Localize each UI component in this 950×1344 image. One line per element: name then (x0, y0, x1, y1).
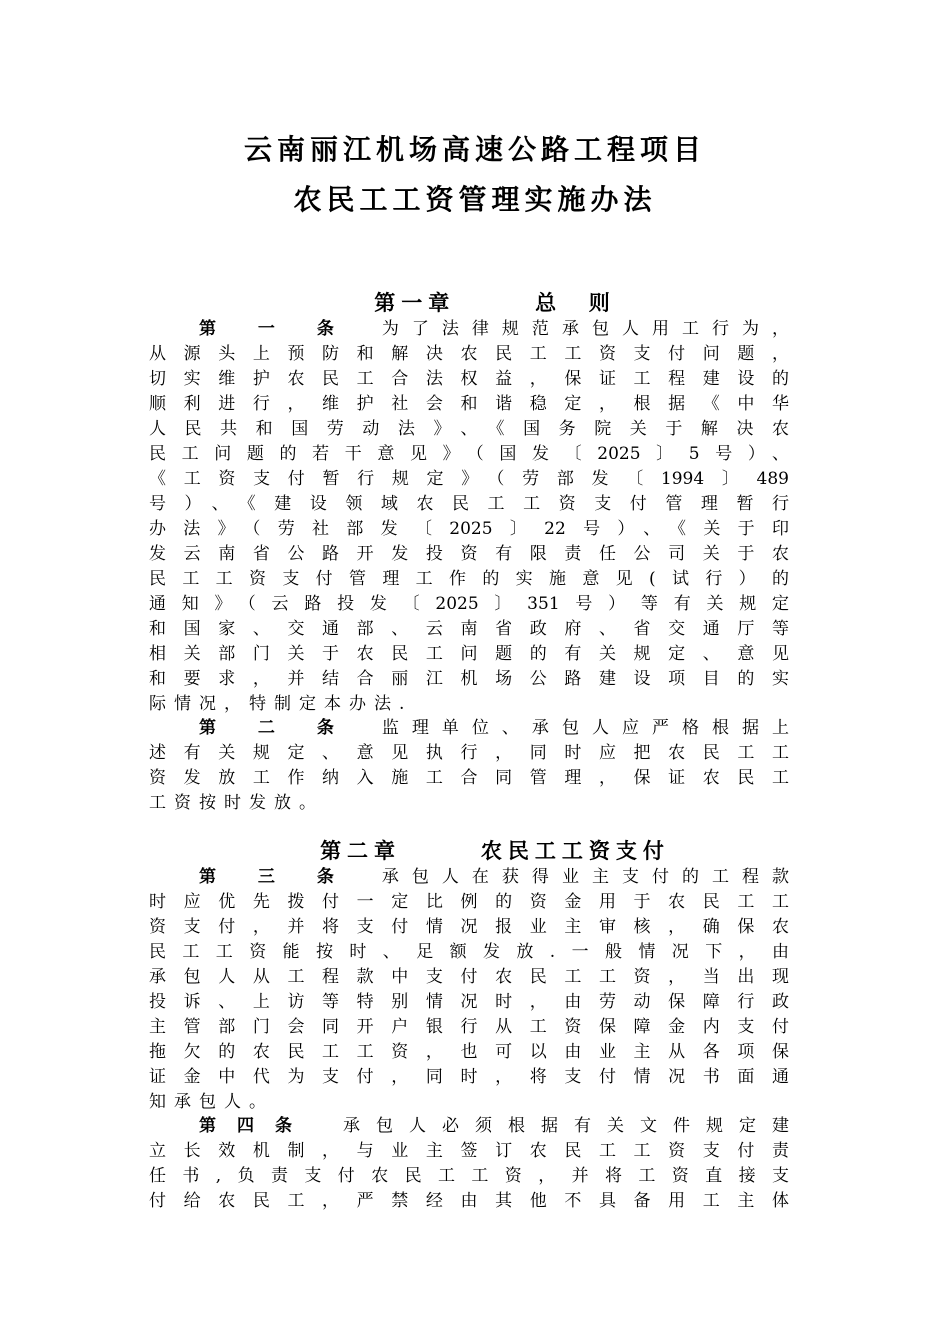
article-1-line-14: 相关部门关于农民工问题的有关规定、意见 (149, 644, 789, 664)
article-3-line-6: 投诉、上访等特别情况时，由劳动保障行政 (149, 992, 789, 1012)
article-4 (149, 1114, 789, 1214)
article-3-line-10: 知承包人。 (149, 1092, 274, 1112)
article-3-line-8: 拖欠的农民工工资，也可以由业主从各项保 (149, 1042, 789, 1062)
article-3-line-4: 民工工资能按时、足额发放.一般情况下，由 (149, 942, 789, 962)
article-2-number: 第 二 条 (199, 718, 352, 738)
article-1-line-1 (149, 317, 789, 342)
article-3 (149, 865, 789, 1115)
article-4-line-1 (149, 1114, 789, 1139)
article-3-line-1 (149, 865, 789, 890)
article-3-line-2: 时应优先拨付一定比例的资金用于农民工工 (149, 892, 789, 912)
article-3-line-3: 资支付，并将支付情况报业主审核，确保农 (149, 917, 789, 937)
article-1-number: 第 一 条 (199, 319, 352, 339)
article-1-line-9: 办法》（劳社部发〔2025〕22号）、《关于印 (149, 519, 789, 539)
article-4-line-4: 付给农民工，严禁经由其他不具备用工主体 (149, 1191, 789, 1211)
article-1-line-2: 从源头上预防和解决农民工工资支付问题， (149, 344, 789, 364)
article-1-line-6: 民工问题的若干意见》（国发〔2025〕5号）、 (149, 444, 789, 464)
article-3-number: 第 三 条 (199, 867, 352, 887)
article-1-line-16: 际情况，特制定本办法. (149, 694, 413, 714)
article-2-line-3: 资发放工作纳入施工合同管理，保证农民工 (149, 768, 789, 788)
article-3-line-5: 承包人从工程款中支付农民工工资，当出现 (149, 967, 789, 987)
article-4-number: 第四条 (199, 1116, 313, 1136)
article-1-line-11: 民工工资支付管理工作的实施意见(试行）的 (149, 569, 789, 589)
article-1-line-10: 发云南省公路开发投资有限责任公司关于农 (149, 544, 789, 564)
article-1-line-1-text: 为了法律规范承包人用工行为， (381, 319, 790, 339)
article-3-line-9: 证金中代为支付，同时，将支付情况书面通 (149, 1067, 789, 1087)
article-2-line-1-text: 监理单位、承包人应严格根据上 (381, 718, 790, 738)
document-title-line-2: 农民工工资管理实施办法 (293, 183, 657, 216)
chapter-2-heading: 第二章 农民工工资支付 (320, 839, 670, 863)
document-title-line-1: 云南丽江机场高速公路工程项目 (243, 133, 706, 166)
article-1-line-12: 通知》（云路投发〔2025〕351号）等有关规定 (149, 594, 789, 614)
article-1 (149, 317, 789, 717)
article-2 (149, 716, 789, 816)
article-2-line-1 (149, 716, 789, 741)
article-1-line-8: 号）、《建设领域农民工工资支付管理暂行 (149, 494, 789, 514)
article-1-line-5: 人民共和国劳动法》、《国务院关于解决农 (149, 419, 789, 439)
article-4-line-3: 任书,负责支付农民工工资，并将工资直接支 (149, 1166, 789, 1186)
article-2-line-4: 工资按时发放。 (149, 793, 324, 813)
article-3-line-1-text: 承包人在获得业主支付的工程款 (381, 867, 790, 887)
article-1-line-4: 顺利进行，维护社会和谐稳定，根据《中华 (149, 394, 789, 414)
article-1-line-13: 和国家、交通部、云南省政府、省交通厅等 (149, 619, 789, 639)
article-2-line-2: 述有关规定、意见执行，同时应把农民工工 (149, 743, 789, 763)
article-1-line-3: 切实维护农民工合法权益，保证工程建设的 (149, 369, 789, 389)
article-1-line-15: 和要求，并结合丽江机场公路建设项目的实 (149, 669, 789, 689)
chapter-1-heading: 第一章 总 则 (374, 291, 616, 315)
article-1-line-7: 《工资支付暂行规定》（劳部发〔1994〕489 (149, 469, 789, 489)
article-4-line-1-text: 承包人必须根据有关文件规定建 (343, 1116, 789, 1136)
article-3-line-7: 主管部门会同开户银行从工资保障金内支付 (149, 1017, 789, 1037)
article-4-line-2: 立长效机制，与业主签订农民工工资支付责 (149, 1141, 789, 1161)
